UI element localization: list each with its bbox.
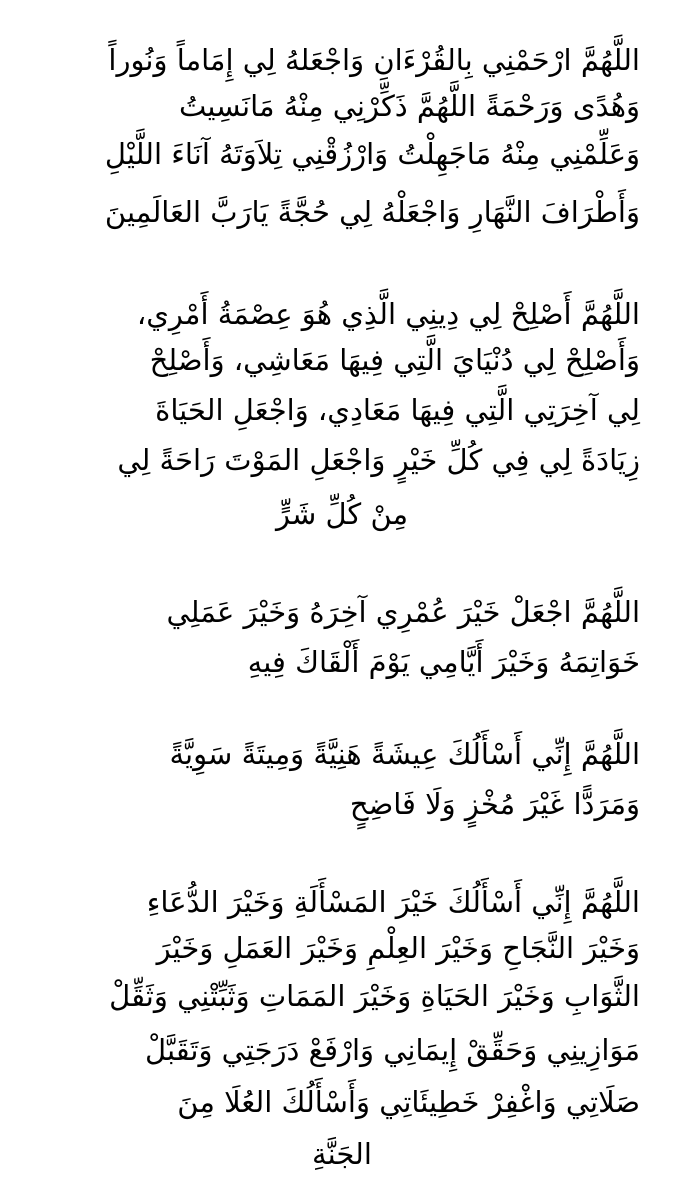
paragraph-3-line-1: اللَّهُمَّ اجْعَلْ خَيْرَ عُمْرِي آخِرَهُ وَخَيْرَ عَمَلِي: [166, 595, 640, 629]
paragraph-2-line-5: مِنْ كُلِّ شَرٍّ: [275, 497, 409, 531]
paragraph-2-line-2: وَأَصْلِحْ لِي دُنْيَايَ الَّتِي فِيهَا مَعَاشِي، وَأَصْلِحْ: [149, 343, 640, 377]
paragraph-1-line-1: اللَّهُمَّ ارْحَمْنِي بِالقُرْءَانِ وَاجْعَلهُ لِي إِمَاماً وَنُوراً: [108, 43, 640, 77]
paragraph-5-line-2: وَخَيْرَ النَّجَاحِ وَخَيْرَ العِلْمِ وَخَيْرَ العَمَلِ وَخَيْرَ: [156, 931, 640, 965]
paragraph-2-line-1: اللَّهُمَّ أَصْلِحْ لِي دِينِي الَّذِي هُوَ عِصْمَةُ أَمْرِي،: [136, 297, 640, 331]
paragraph-4-line-2: وَمَرَدًّا غَيْرَ مُخْزٍ وَلَا فَاضِحٍ: [349, 787, 640, 821]
paragraph-5-line-5: صَلَاتِي وَاغْفِرْ خَطِيئَاتِي وَأَسْأَلُكَ العُلَا مِنَ: [177, 1085, 640, 1119]
paragraph-4-line-1: اللَّهُمَّ إِنِّي أَسْأَلُكَ عِيشَةً هَنِيَّةً وَمِيتَةً سَوِيَّةً: [169, 737, 640, 771]
paragraph-3-line-2: خَوَاتِمَهُ وَخَيْرَ أَيَّامِي يَوْمَ أَلْقَاكَ فِيهِ: [247, 645, 640, 679]
paragraph-2-line-4: زِيَادَةً لِي فِي كُلِّ خَيْرٍ وَاجْعَلِ المَوْتَ رَاحَةً لِي: [117, 443, 640, 477]
paragraph-1-line-4: وَأَطْرَافَ النَّهَارِ وَاجْعَلْهُ لِي حُجَّةً يَارَبَّ العَالَمِينَ: [104, 195, 640, 229]
paragraph-5-line-4: مَوَازِينِي وَحَقِّقْ إِيمَانِي وَارْفَعْ دَرَجَتِي وَتَقَبَّلْ: [144, 1033, 640, 1067]
paragraph-2-line-3: لِي آخِرَتِي الَّتِي فِيهَا مَعَادِي، وَاجْعَلِ الحَيَاةَ: [155, 393, 640, 427]
paragraph-1-line-2: وَهُدًى وَرَحْمَةً اللَّهُمَّ ذَكِّرْنِي مِنْهُ مَانَسِيتُ: [178, 89, 640, 123]
paragraph-5-line-6: الجَنَّةِ: [312, 1137, 372, 1171]
paragraph-1-line-3: وَعَلِّمْنِي مِنْهُ مَاجَهِلْتُ وَارْزُقْنِي تِلاَوَتَهُ آنَاءَ اللَّيْلِ: [104, 137, 640, 171]
paragraph-5-line-3: الثَّوَابِ وَخَيْرَ الحَيَاةِ وَخَيْرَ المَمَاتِ وَثَبِّتْنِي وَثَقِّلْ: [109, 979, 640, 1013]
paragraph-5-line-1: اللَّهُمَّ إِنِّي أَسْأَلُكَ خَيْرَ المَسْأَلَةِ وَخَيْرَ الدُّعَاءِ: [146, 885, 640, 919]
